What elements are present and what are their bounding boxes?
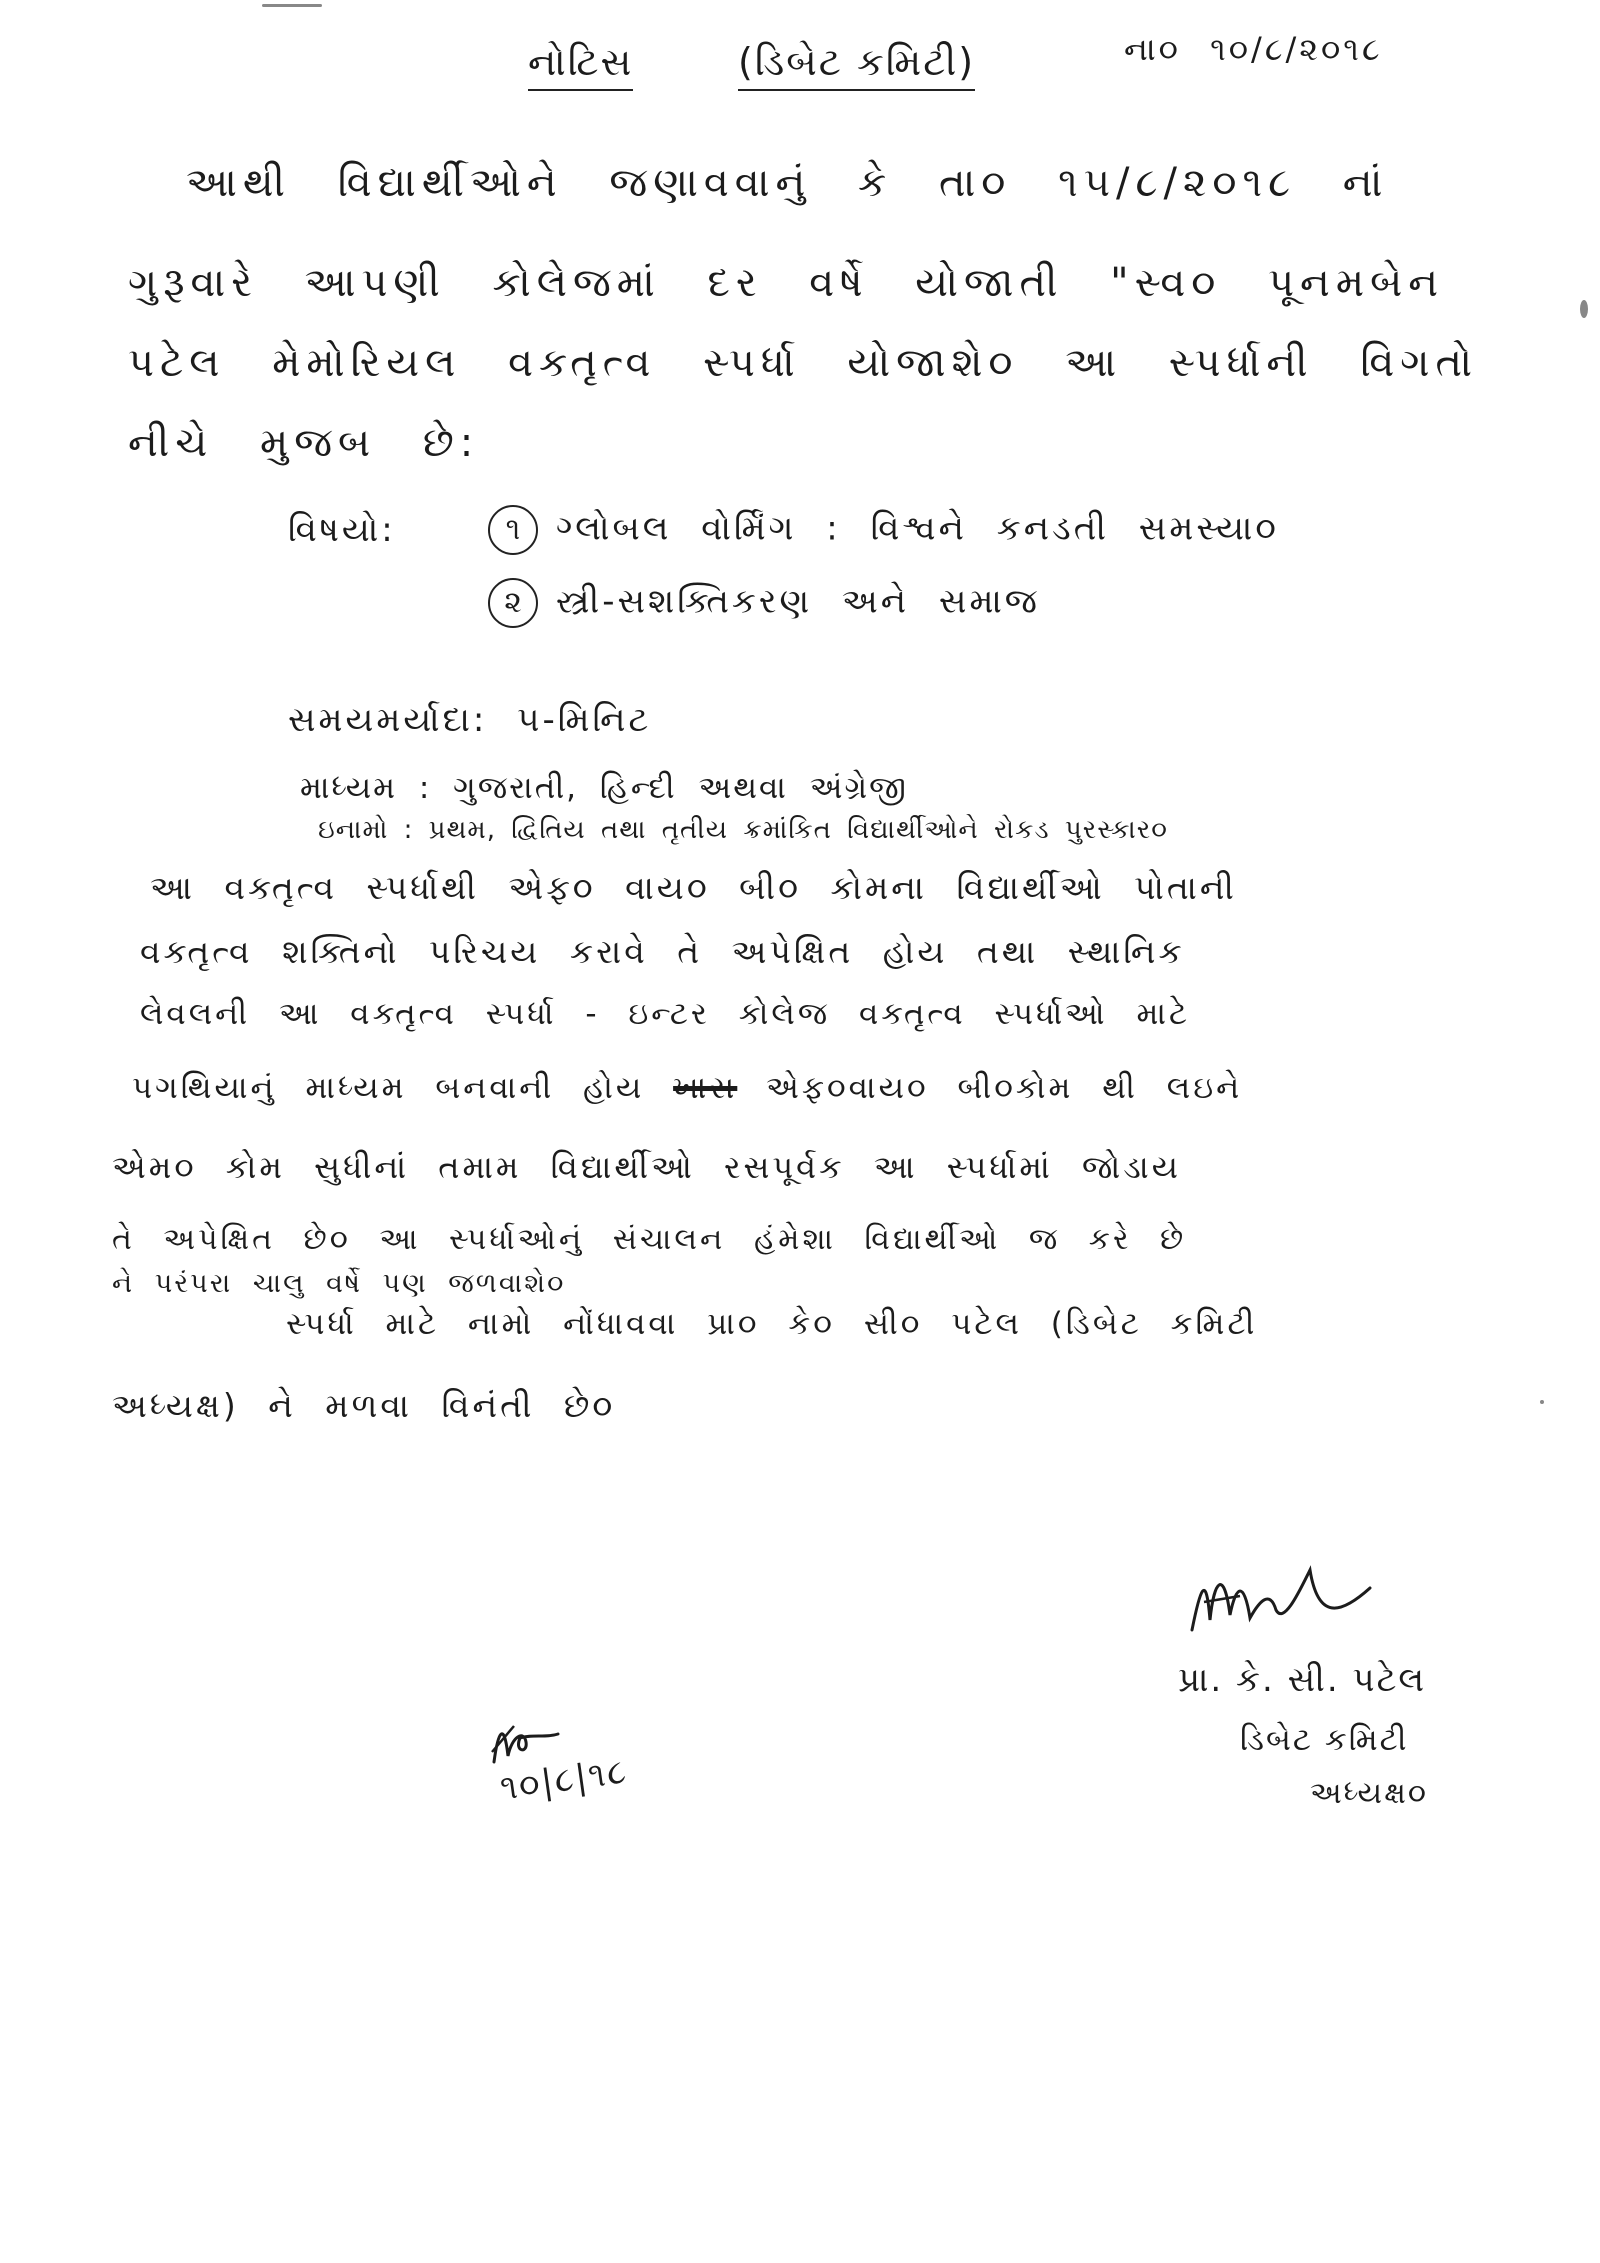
body-line-3: પટેલ મેમોરિયલ વક્તૃત્વ સ્પર્ધા યોજાશે૦ આ સ્પર્ધાની વિગતો: [128, 340, 1479, 386]
body-line-2: ગુરૂવારે આપણી કોલેજમાં દર વર્ષે યોજાતી "સ્વ૦ પૂનમબેન: [128, 260, 1445, 306]
para-line-4-end: એફ૦વાય૦ બી૦કોમ થી લઇને: [766, 1070, 1243, 1106]
topic-text-1: ગ્લોબલ વોર્મિંગ : વિશ્વને કનડતી સમસ્યા૦: [556, 508, 1279, 549]
struck-word: ખાસ: [673, 1070, 738, 1106]
signature-committee: ડિબેટ કમિટી: [1240, 1722, 1409, 1758]
topic-number-1: ૧: [488, 505, 538, 555]
para-line-8: સ્પર્ધા માટે નામો નોંધાવવા પ્રા૦ કે૦ સી૦ પટેલ (ડિબેટ કમિટી: [286, 1306, 1258, 1342]
para-line-2: વક્તૃત્વ શક્તિનો પરિચય કરાવે તે અપેક્ષિત હોય તથા સ્થાનિક: [140, 932, 1185, 971]
body-line-1: આથી વિદ્યાર્થીઓને જણાવવાનું કે તા૦ ૧૫/૮/૨૦૧૮ નાં: [186, 160, 1389, 206]
time-limit: સમયમર્યાદા: ૫-મિનિટ: [288, 700, 652, 740]
body-line-4: નીચે મુજબ છે:: [128, 420, 480, 466]
scan-speck: [1540, 1400, 1544, 1404]
para-line-6: તે અપેક્ષિત છે૦ આ સ્પર્ધાઓનું સંચાલન હંમેશા વિદ્યાર્થીઓ જ કરે છે: [112, 1222, 1187, 1257]
scan-speck: [262, 4, 322, 7]
para-line-5: એમ૦ કોમ સુધીનાં તમામ વિદ્યાર્થીઓ રસપૂર્વક આ સ્પર્ધામાં જોડાય: [112, 1148, 1181, 1186]
signature-scribble: [1180, 1560, 1380, 1650]
para-line-7: ને પરંપરા ચાલુ વર્ષે પણ જળવાશે૦: [112, 1268, 566, 1299]
para-line-4-start: પગથિયાનું માધ્યમ બનવાની હોય: [132, 1070, 645, 1106]
scan-speck: [1580, 300, 1588, 318]
topic-item-2: [488, 578, 1040, 628]
topic-text-2: સ્ત્રી-સશક્તિકરણ અને સમાજ: [556, 581, 1040, 622]
approval-date: ૧૦|૮|૧૮: [497, 1751, 631, 1809]
para-line-1: આ વક્તૃત્વ સ્પર્ધાથી એફ૦ વાય૦ બી૦ કોમના વિદ્યાર્થીઓ પોતાની: [150, 868, 1237, 907]
medium-line: માધ્યમ : ગુજરાતી, હિન્દી અથવા અંગ્રેજી: [300, 770, 908, 806]
para-line-3: લેવલની આ વક્તૃત્વ સ્પર્ધા - ઇન્ટર કોલેજ વક્તૃત્વ સ્પર્ધાઓ માટે: [140, 996, 1190, 1032]
notice-title: નોટિસ: [528, 40, 633, 91]
topic-number-2: ૨: [488, 578, 538, 628]
signature-role: અધ્યક્ષ૦: [1310, 1776, 1428, 1811]
notice-number: ના૦ ૧૦/૮/૨૦૧૮: [1124, 30, 1383, 68]
prizes-line: ઇનામો : પ્રથમ, દ્વિતિય તથા તૃતીય ક્રમાંકિત વિદ્યાર્થીઓને રોકડ પુરસ્કાર૦: [318, 815, 1168, 845]
topic-item-1: [488, 505, 1279, 555]
topics-label: વિષયો:: [288, 510, 396, 550]
signature-name: પ્રા. કે. સી. પટેલ: [1178, 1660, 1427, 1700]
notice-committee: (ડિબેટ કમિટી): [738, 40, 975, 91]
para-line-9: અધ્યક્ષ) ને મળવા વિનંતી છે૦: [112, 1386, 616, 1425]
para-line-4: [132, 1070, 1242, 1107]
